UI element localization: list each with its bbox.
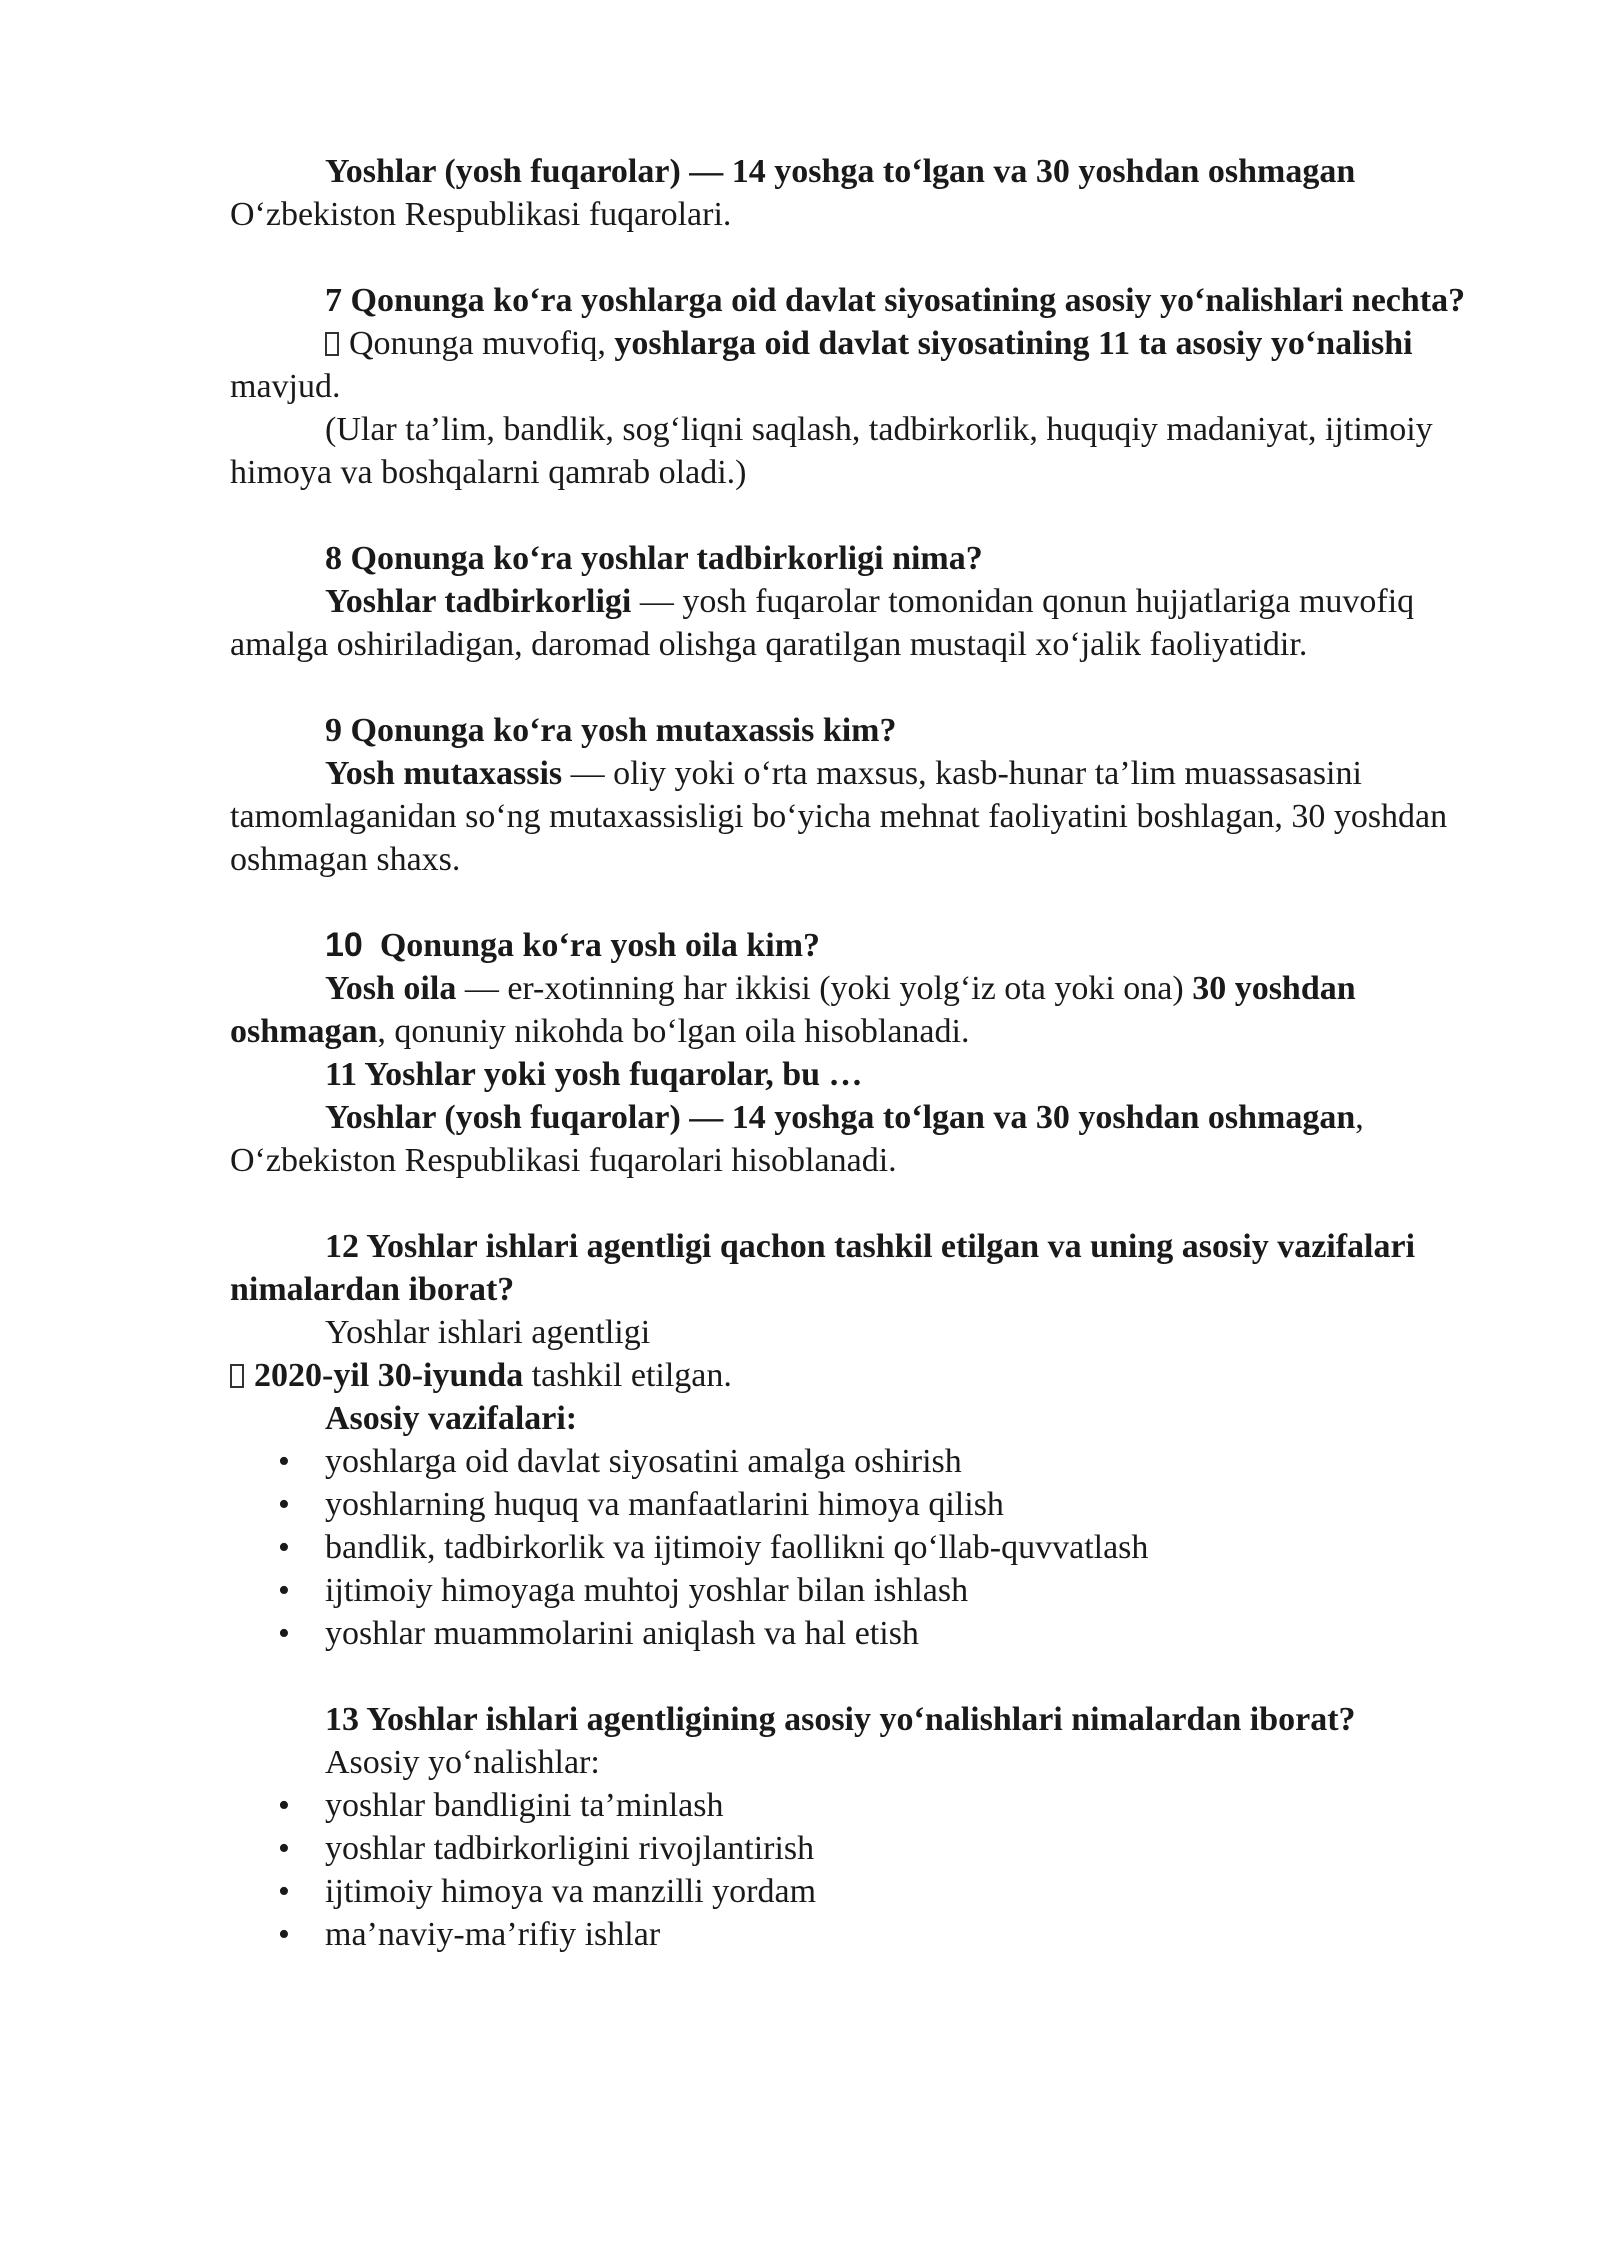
list-item-text: yoshlar muammolarini aniqlash va hal etish [325,1615,919,1652]
answer-9-definition: — oliy yoki o‘rta maxsus, kasb-hunar ta’lim muassasasini tamomlaganidan so‘ng mutaxassisligi bo‘yicha mehnat faoliyatini boshlagan, 30 yoshdan oshmagan shaxs. [230,755,1448,878]
bullet-icon: • [278,1529,290,1566]
list-item-text: ma’naviy-ma’rifiy ishlar [325,1916,661,1953]
answer-9-term: Yosh mutaxassis [325,755,563,792]
list-item-text: yoshlarga oid davlat siyosatini amalga oshirish [325,1443,962,1480]
list-item [230,1827,1475,1870]
answer-12-date-suffix: tashkil etilgan. [523,1357,732,1394]
question-7-text: 7 Qonunga ko‘ra yoshlarga oid davlat siyosatining asosiy yo‘nalishlari nechta? [325,282,1466,319]
answer-12-date-bold: 2020-yil 30-iyunda [254,1357,524,1394]
answer-8-definition: — yosh fuqarolar tomonidan qonun hujjatlariga muvofiq amalga oshiriladigan, daromad olishga qaratilgan mustaqil xo‘jalik faoliyatidir. [230,583,1415,663]
answer-12-date [230,1354,1475,1397]
spacer [230,236,1475,279]
answer-7-bold: yoshlarga oid davlat siyosatining 11 ta asosiy yo‘nalishi [614,325,1413,362]
answer-8 [230,580,1475,666]
bullet-icon: • [278,1873,290,1910]
list-item [230,1440,1475,1483]
answer-10-term: Yosh oila [325,970,457,1007]
spacer [230,666,1475,709]
answer-7 [230,322,1475,408]
question-8 [230,537,1475,580]
list-item [230,1612,1475,1655]
list-item-text: ijtimoiy himoyaga muhtoj yoshlar bilan ishlash [325,1572,969,1609]
question-13 [230,1698,1475,1741]
answer-9 [230,752,1475,881]
list-item [230,1870,1475,1913]
answer-10 [230,967,1475,1053]
bullet-icon: • [278,1615,290,1652]
answer-11 [230,1096,1475,1182]
question-8-text: 8 Qonunga ko‘ra yoshlar tadbirkorligi nima? [325,540,983,577]
spacer [230,494,1475,537]
question-7 [230,279,1475,322]
answer-12-line1: Yoshlar ishlari agentligi [325,1314,651,1351]
bullet-icon: • [278,1787,290,1824]
question-11 [230,1053,1475,1096]
bullet-icon: • [278,1486,290,1523]
list-item-text: yoshlar tadbirkorligini rivojlantirish [325,1830,815,1867]
list-item [230,1526,1475,1569]
answer-7-note: (Ular ta’lim, bandlik, sog‘liqni saqlash, tadbirkorlik, huquqiy madaniyat, ijtimoiy himoya va boshqalarni qamrab oladi.) [230,411,1433,491]
bullet-icon: • [278,1916,290,1953]
youth-definition-bold: Yoshlar (yosh fuqarolar) — 14 yoshga to‘lgan va 30 yoshdan oshmagan [325,153,1356,190]
question-9-text: 9 Qonunga ko‘ra yosh mutaxassis kim? [325,712,897,749]
tasks-heading [230,1397,1475,1440]
list-item-text: yoshlarning huquq va manfaatlarini himoya qilish [325,1486,1004,1523]
spacer [230,1655,1475,1698]
answer-8-term: Yoshlar tadbirkorligi [325,583,632,620]
tasks-heading-text: Asosiy vazifalari: [325,1400,578,1437]
answer-7-suffix: mavjud. [230,368,341,405]
directions-list [230,1784,1475,1956]
bullet-icon: • [278,1572,290,1609]
question-10-number: 10 [325,926,363,964]
question-10 [230,924,1475,967]
spacer [230,1182,1475,1225]
question-12 [230,1225,1475,1311]
list-item [230,1569,1475,1612]
question-11-text: 11 Yoshlar yoki yosh fuqarolar, bu … [325,1056,863,1093]
answer-10-suffix: , qonuniy nikohda bo‘lgan oila hisoblanadi. [377,1013,970,1050]
question-9 [230,709,1475,752]
question-13-text: 13 Yoshlar ishlari agentligining asosiy yo‘nalishlari nimalardan iborat? [325,1701,1356,1738]
missing-glyph-icon [325,332,339,356]
tasks-list [230,1440,1475,1655]
answer-11-bold: Yoshlar (yosh fuqarolar) — 14 yoshga to‘lgan va 30 yoshdan oshmagan [325,1099,1356,1136]
answer-10-bold: 30 yoshdan oshmagan [230,970,1356,1050]
bullet-icon: • [278,1830,290,1867]
spacer [230,881,1475,924]
list-item [230,1784,1475,1827]
answer-11-suffix: , O‘zbekiston Respublikasi fuqarolari hisoblanadi. [230,1099,1364,1179]
list-item [230,1913,1475,1956]
question-12-text: 12 Yoshlar ishlari agentligi qachon tashkil etilgan va uning asosiy vazifalari nimalardan iborat? [230,1228,1416,1308]
answer-7-prefix: Qonunga muvofiq, [349,325,615,362]
question-10-text: Qonunga ko‘ra yosh oila kim? [379,927,821,964]
list-item-text: bandlik, tadbirkorlik va ijtimoiy faollikni qo‘llab-quvvatlash [325,1529,1149,1566]
youth-definition-paragraph [230,150,1475,236]
answer-10-definition: — er-xotinning har ikkisi (yoki yolg‘iz ota yoki ona) [456,970,1193,1007]
missing-glyph-icon [230,1364,244,1388]
directions-heading: Asosiy yo‘nalishlar: [325,1744,600,1781]
list-item-text: yoshlar bandligini ta’minlash [325,1787,724,1824]
bullet-icon: • [278,1443,290,1480]
youth-definition-rest: O‘zbekiston Respublikasi fuqarolari. [230,196,732,233]
list-item-text: ijtimoiy himoya va manzilli yordam [325,1873,817,1910]
document-page [230,150,1475,1956]
list-item [230,1483,1475,1526]
